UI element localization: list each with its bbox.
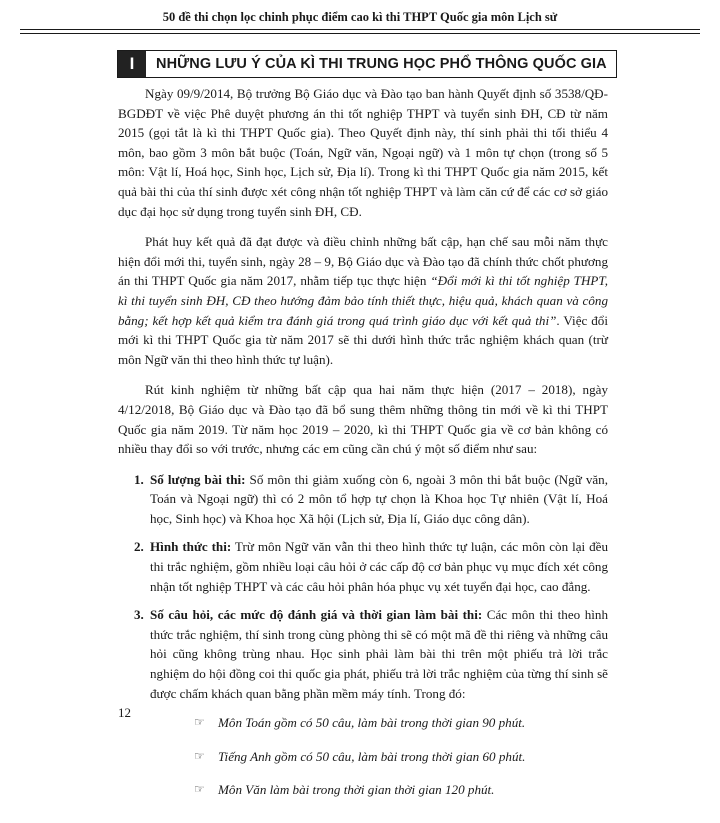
point-label: Hình thức thi:: [150, 539, 232, 555]
body-text: [118, 84, 608, 823]
paragraph-3: Rút kinh nghiệm từ những bất cập qua hai năm thực hiện (2017 – 2018), ngày 4/12/2018, Bộ Giáo dục và Đào tạo đã bổ sung thêm những thông tin mới về kì thi THPT Quốc gia năm 2019. Từ năm học 2019 – 2020, kì thi THPT Quốc gia về cơ bản không có nhiều thay đổi so với trước, nhưng các em cũng cần chú ý một số điểm như sau:: [118, 382, 608, 457]
running-header: 50 đề thi chọn lọc chinh phục điểm cao kì thi THPT Quốc gia môn Lịch sử: [162, 10, 558, 24]
point-label: Số lượng bài thi:: [150, 471, 246, 487]
sub-item-text: Môn Toán gồm có 50 câu, làm bài trong thời gian 90 phút.: [218, 715, 526, 731]
paragraph-2-tail: . Việc đổi mới kì thi THPT Quốc gia từ năm 2017 sẽ thi dưới hình thức trắc nghiệm khách quan (trừ môn Ngữ văn thi theo hình thức tự luận).: [118, 312, 608, 367]
point-text: Số môn thi giảm xuống còn 6, ngoài 3 môn thi bắt buộc (Ngữ văn, Toán và Ngoại ngữ) thì có 2 môn tổ hợp tự chọn là Khoa học Tự nhiên (Vật lí, Hoá học, Sinh học) và Khoa học Xã hội (Lịch sử, Địa lí, Giáo dục công dân).: [150, 471, 608, 526]
paragraph-2-quote: “Đổi mới kì thi tốt nghiệp THPT, kì thi tuyển sinh ĐH, CĐ theo hướng đảm bảo tính thiết thực, hiệu quả, khách quan và công bằng; kết hợp kết quả kiểm tra đánh giá trong quá trình giáo dục với kết quả thi”: [118, 273, 608, 328]
point-number: 1.: [134, 471, 144, 487]
point-text: Trừ môn Ngữ văn vẫn thi theo hình thức tự luận, các môn còn lại đều thi trắc nghiệm, gồm nhiều loại câu hỏi ở các cấp độ cơ bản phục vụ mục đích xét công nhận tốt nghiệp THPT và các câu hỏi phân hóa phục vụ xét tuyển đại học, cao đẳng.: [150, 539, 608, 594]
pointing-hand-icon: ☞: [194, 748, 205, 763]
sub-item-text: Tiếng Anh gồm có 50 câu, làm bài trong thời gian 60 phút.: [218, 748, 526, 764]
paragraph-2: [118, 232, 608, 369]
point-number: 3.: [134, 607, 144, 623]
paragraph-2-lead: Phát huy kết quả đã đạt được và điều chỉnh những bất cập, hạn chế sau mỗi năm thực hiện đổi mới thi, tuyển sinh, ngày 28 – 9, Bộ Giáo dục và Đào tạo đã chính thức chốt phương án thi THPT Quốc gia năm 2017, nhằm tiếp tục thực hiện: [118, 234, 608, 289]
numbered-points: [118, 470, 608, 814]
point-number: 2.: [134, 539, 144, 555]
paragraph-1: Ngày 09/9/2014, Bộ trưởng Bộ Giáo dục và Đào tạo ban hành Quyết định số 3538/QĐ-BGDĐT về việc Phê duyệt phương án thi tốt nghiệp THPT và tuyển sinh ĐH, CĐ từ năm 2015 (gọi tắt là kì thi THPT Quốc gia). Theo Quyết định này, thí sinh phải thi tối thiểu 4 môn, bao gồm 3 môn bắt buộc (Toán, Ngữ văn, Ngoại ngữ) và 1 môn tự chọn (trong số 5 môn: Vật lí, Hoá học, Sinh học, Lịch sử, Địa lí). Trong kì thi THPT Quốc gia năm 2015, kết quả bài thi của thí sinh được xét công nhận tốt nghiệp THPT và làm căn cứ để các cơ sở giáo dục đại học sử dụng trong tuyển sinh ĐH, CĐ.: [118, 86, 608, 219]
section-number: I: [118, 51, 146, 77]
sub-item: [178, 747, 608, 767]
section-title: NHỮNG LƯU Ý CỦA KÌ THI TRUNG HỌC PHỔ THÔNG QUỐC GIA: [156, 56, 607, 72]
exam-durations: [150, 713, 608, 800]
point-item: [118, 470, 608, 529]
header-rule-thin: [20, 33, 700, 34]
pointing-hand-icon: ☞: [194, 782, 205, 797]
sub-item: [178, 780, 608, 800]
point-label: Số câu hỏi, các mức độ đánh giá và thời gian làm bài thi:: [150, 607, 483, 623]
point-text: Các môn thi theo hình thức trắc nghiệm, thí sinh trong cùng phòng thi sẽ có một mã đề thi riêng và những câu hỏi cũng không trùng nhau. Học sinh phải làm bài thi trên một phiếu trả lời trắc nghiệm do hội đồng coi thi quốc gia phát, phiếu trả lời trắc nghiệm của từng thí sinh sẽ được chấm khách quan bằng phần mềm máy tính. Trong đó:: [150, 607, 608, 701]
section-heading: [117, 50, 617, 78]
point-item: [118, 605, 608, 814]
sub-item-text: Môn Văn làm bài trong thời gian thời gian 120 phút.: [218, 782, 495, 798]
pointing-hand-icon: ☞: [194, 715, 205, 730]
sub-item: [178, 713, 608, 733]
point-item: [118, 537, 608, 596]
header-rule: [20, 29, 700, 30]
page-number: 12: [118, 705, 131, 720]
